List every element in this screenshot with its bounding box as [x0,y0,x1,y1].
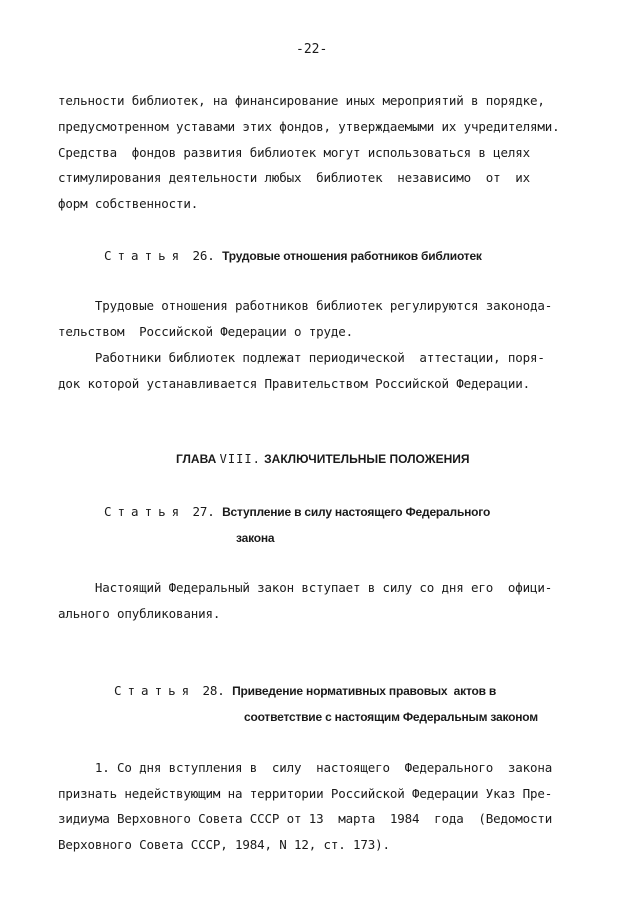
article-title-line2: закона [236,531,275,545]
paragraph-line: ального опубликования. [58,606,221,621]
paragraph-line: Трудовые отношения работников библиотек регулируются законода- [58,298,553,313]
article-28-heading-cont [244,709,538,725]
article-word: Статья [104,504,186,519]
paragraph-line: форм собственности. [58,196,199,211]
article-title-line1: Приведение нормативных правовых актов в [232,684,497,698]
paragraph-line: Работники библиотек подлежат периодической аттестации, поря- [58,350,545,365]
article-number: 26. [192,248,215,263]
paragraph-line: стимулирования деятельности любых библиотек независимо от их [58,170,531,185]
paragraph-line: зидиума Верховного Совета СССР от 13 марта 1984 года (Ведомости [58,811,553,826]
paragraph-line: признать недействующим на территории Российской Федерации Указ Пре- [58,786,553,801]
paragraph-line: тельности библиотек, на финансирование иных мероприятий в порядке, [58,93,545,108]
article-title-line1: Вступление в силу настоящего Федерального [222,505,491,519]
chapter-label: ГЛАВА [176,452,217,466]
paragraph-line: док которой устанавливается Правительством Российской Федерации. [58,376,531,391]
chapter-heading [176,452,470,466]
paragraph-line: тельством Российской Федерации о труде. [58,324,354,339]
article-title-line2: соответствие с настоящим Федеральным законом [244,710,538,724]
paragraph-line: 1. Со дня вступления в силу настоящего Федерального закона [58,760,553,775]
article-number: 27. [192,504,215,519]
article-26-heading [104,248,482,264]
article-word: Статья [114,683,196,698]
article-number: 28. [202,683,225,698]
paragraph-line: Средства фондов развития библиотек могут использоваться в целях [58,145,531,160]
article-27-heading-cont [236,530,274,546]
article-word: Статья [104,248,186,263]
paragraph-line: Верховного Совета СССР, 1984, N 12, ст. 173). [58,837,390,852]
article-28-heading [114,683,496,699]
paragraph-line: Настоящий Федеральный закон вступает в силу со дня его офици- [58,580,553,595]
chapter-number: VIII. [219,452,261,466]
article-title: Трудовые отношения работников библиотек [222,249,482,263]
article-27-heading [104,504,490,520]
chapter-title: ЗАКЛЮЧИТЕЛЬНЫЕ ПОЛОЖЕНИЯ [264,452,470,466]
page-number: -22- [296,42,328,57]
paragraph-line: предусмотренном уставами этих фондов, утверждаемыми их учредителями. [58,119,560,134]
